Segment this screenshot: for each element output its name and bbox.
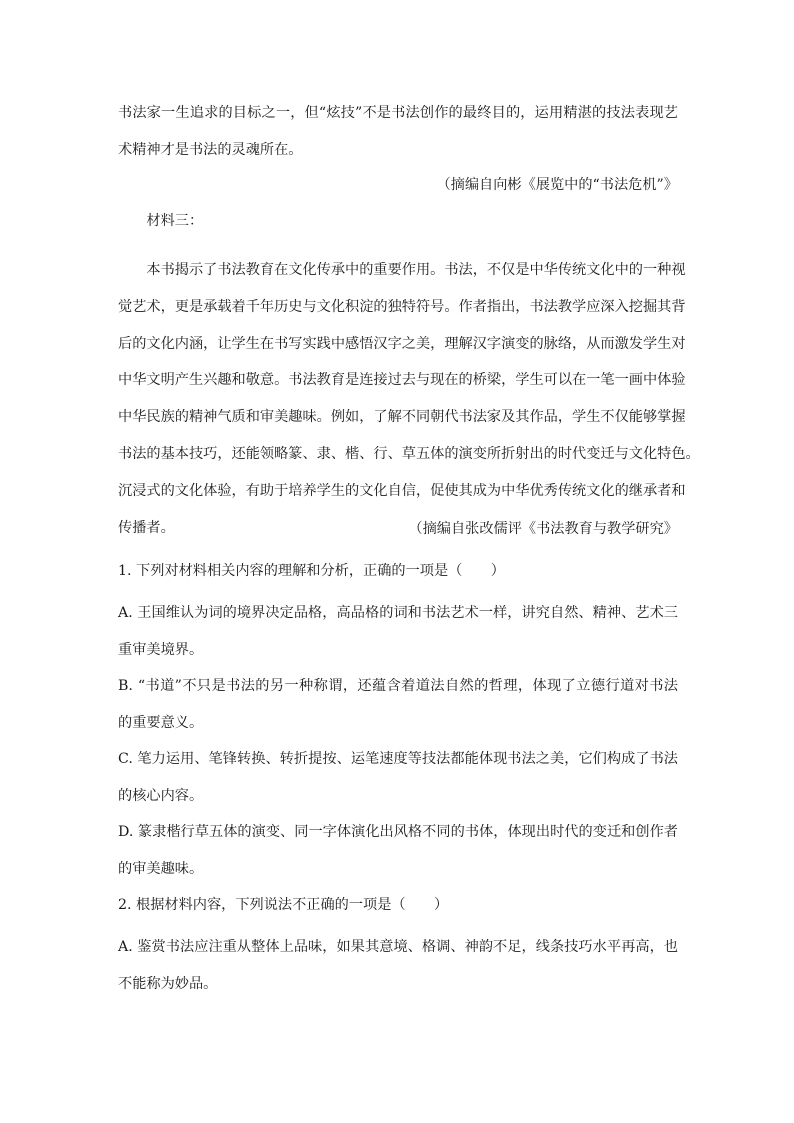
material-3-heading: 材料三： [146,213,204,229]
source-citation-2: （摘编自向彬《展览中的“书法危机”》 [436,177,678,193]
question-2-stem: 2. 根据材料内容，下列说法不正确的一项是（ ） [118,897,449,913]
intro-paragraph [118,95,678,169]
question-1-option-b[interactable] [118,668,678,742]
text-line: 书法家一生追求的目标之一，但“炫技”不是书法创作的最终目的，运用精湛的技法表现艺 [118,105,678,121]
source-citation-3: （摘编自张改儒评《书法教育与教学研究》 [408,521,678,537]
text-line: 传播者。 [118,519,175,536]
option-text-line: 的审美趣味。 [118,860,204,877]
option-text-line: 重审美境界。 [118,641,204,658]
option-text-line: 的核心内容。 [118,787,204,804]
question-1-option-a[interactable] [118,595,678,669]
material-3-paragraph [118,252,700,546]
question-1-option-c[interactable] [118,741,678,815]
option-text-line: C. 笔力运用、笔锋转换、转折提按、运笔速度等技法都能体现书法之美，它们构成了书法 [118,751,678,767]
option-text-line: 不能称为妙品。 [118,975,218,992]
text-line: 中华文明产生兴趣和敬意。书法教育是连接过去与现在的桥梁，学生可以在一笔一画中体验 [118,372,686,389]
option-text-line: D. 篆隶楷行草五体的演变、同一字体演化出风格不同的书体，体现出时代的变迁和创作者 [118,824,678,840]
option-text-line: 的重要意义。 [118,714,204,731]
text-line: 本书揭示了书法教育在文化传承中的重要作用。书法，不仅是中华传统文化中的一种视 [146,262,686,278]
question-1-option-d[interactable] [118,814,678,888]
text-line: 沉浸式的文化体验，有助于培养学生的文化自信，促使其成为中华优秀传统文化的继承者和 [118,482,686,499]
question-2-option-a[interactable] [118,929,678,1003]
text-line: 觉艺术，更是承载着千年历史与文化积淀的独特符号。作者指出，书法教学应深入挖掘其背 [118,298,686,315]
text-line: 书法的基本技巧，还能领略篆、隶、楷、行、草五体的演变所折射出的时代变迁与文化特色。 [118,445,700,462]
text-line: 中华民族的精神气质和审美趣味。例如，了解不同朝代书法家及其作品，学生不仅能够掌握 [118,409,686,426]
option-text-line: A. 鉴赏书法应注重从整体上品味，如果其意境、格调、神韵不足，线条技巧水平再高，也 [118,939,678,955]
option-text-line: A. 王国维认为词的境界决定品格，高品格的词和书法艺术一样，讲究自然、精神、艺术三 [118,605,678,621]
text-line: 后的文化内涵，让学生在书写实践中感悟汉字之美，理解汉字演变的脉络，从而激发学生对 [118,335,686,352]
text-line: 术精神才是书法的灵魂所在。 [118,141,303,158]
option-text-line: B. “书道”不只是书法的另一种称谓，还蕴含着道法自然的哲理，体现了立德行道对书法 [118,678,678,694]
question-1-stem: 1. 下列对材料相关内容的理解和分析，正确的一项是（ ） [118,563,505,579]
